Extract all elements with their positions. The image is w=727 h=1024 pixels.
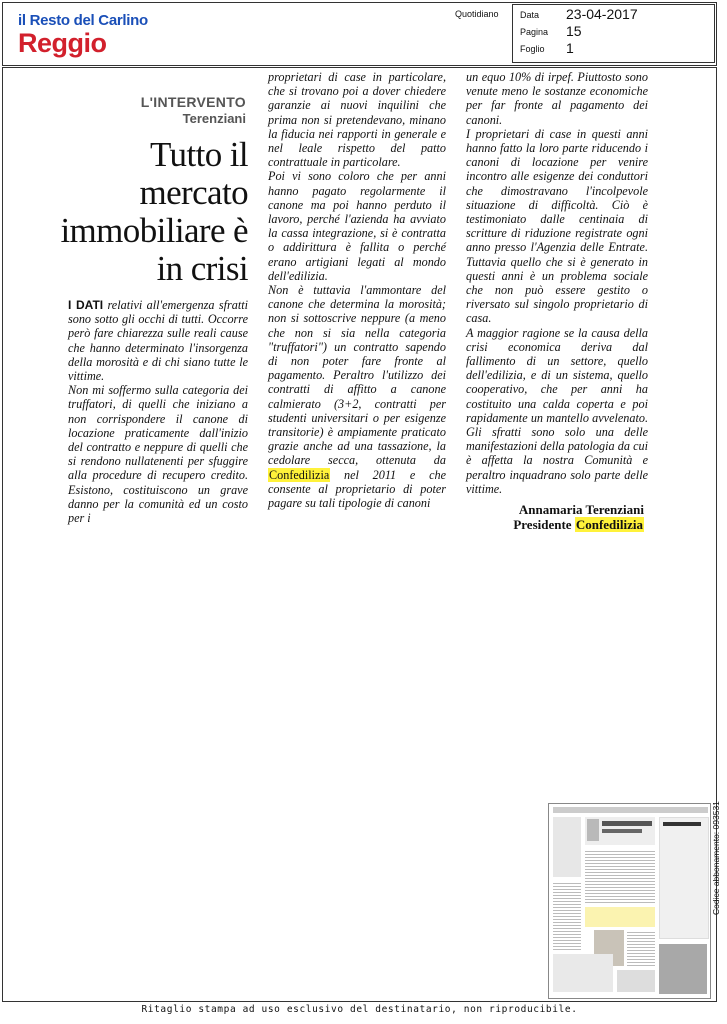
date-label: Data [520, 10, 540, 20]
article-kicker: L'INTERVENTO [140, 94, 246, 110]
paragraph: proprietari di case in particolare, che si trovano poi a dover chiedere garanzie ai nuovi inquilini che prima non si pretendevano, minano la fiducia nei rapporti in generale e nel leale rispetto del patto contrattuale in particolare. [268, 70, 446, 170]
date-value: 23-04-2017 [566, 6, 638, 22]
signature-role-prefix: Presidente [513, 517, 575, 532]
paragraph-text: Non è tuttavia l'ammontare del canone che determina la morosità; non si sottoscrive neppure (a meno che non si sia nella categoria "truffatori") un contratto sapendo di non poter fare fronte al pagamento. Peraltro l'utilizzo dei contratti di affitto a canone calmierato (3+2, contratti per studenti universitari o per esigenze transitorie) è ampiamente praticato grazie anche ad una tassazione, la cedolare secca, ottenuta da [268, 283, 446, 468]
signature-role [466, 517, 644, 533]
paragraph: A maggior ragione se la causa della crisi economica deriva dal fallimento di un settore, quello dell'edilizia, e di un sistema, quello cooperativo, che per anni ha costituito una calda coperta e poi rapidamente un mantello avvelenato. Gli sfratti sono solo una delle manifestazioni della patologia da cui è affetta la nostra Comunità e peraltro inquadrano solo parte delle vittime. [466, 325, 648, 496]
newspaper-logo-city: Reggio [18, 28, 107, 58]
footer-divider [2, 1001, 717, 1002]
publication-type: Quotidiano [455, 9, 499, 19]
highlighted-term: Confedilizia [269, 467, 330, 482]
page-thumbnail [548, 803, 711, 999]
signature-org: Confedilizia [575, 517, 643, 532]
sheet-label: Foglio [520, 44, 545, 54]
paragraph [268, 283, 446, 510]
paragraph: I proprietari di case in questi anni hanno fatto la loro parte riducendo i canoni di locazione per venire incontro alle esigenze dei conduttori che dimostravano l'incolpevole situazione di difficoltà. Ciò è testimoniato dalle centinaia di scritture di riduzione registrate ogni anno presso l'Agenzia delle Entrate. Tuttavia quello che si è generato in questi anni è un problema sociale che non può essere gestito o riversato sul singolo proprietario di casa. [466, 126, 648, 326]
footer-notice: Ritaglio stampa ad uso esclusivo del destinatario, non riproducibile. [141, 1004, 578, 1015]
article-column-1 [68, 298, 248, 525]
lead-word: I DATI [68, 298, 104, 312]
paragraph-text: nel 2011 e che consente al proprietario di poter pagare su tali tipologie di canoni [268, 467, 446, 511]
article-column-3 [466, 70, 648, 496]
subscription-code: Codice abbonamento: 093531 [711, 801, 721, 915]
page-label: Pagina [520, 27, 549, 37]
article-column-2 [268, 70, 446, 510]
paragraph: Poi vi sono coloro che per anni hanno pagato regolarmente il canone ma poi hanno perduto il lavoro, perché l'azienda ha avviato la cassa integrazione, si è contratta o addirittura è fallita o perché erano artigiani legati al mondo dell'edilizia. [268, 169, 446, 283]
paragraph: Non mi soffermo sulla categoria dei truffatori, di quelli che iniziano a non corrispondere il canone di locazione praticamente dall'inizio del contratto e neppure di quelli che si rendono nullatenenti per sfuggire alla procedure di recupero credito. Esistono, costituiscono un grave danno per la comunità ed un costo per i [68, 383, 248, 526]
paragraph-text: relativi all'emergenza sfratti sono sotto gli occhi di tutti. Occorre però fare chiarezza sulle reali cause che hanno determinato l'insorgenza della morosità e di chi siano tutte le vittime. [68, 298, 248, 384]
page-value: 15 [566, 23, 582, 39]
newspaper-logo: il Resto del Carlino [18, 12, 148, 29]
article-kicker-author: Terenziani [182, 111, 246, 126]
article-headline: Tutto il mercato immobiliare è in crisi [60, 135, 248, 288]
sheet-value: 1 [566, 40, 574, 56]
paragraph [68, 298, 248, 383]
paragraph: un equo 10% di irpef. Piuttosto sono venute meno le sostanze economiche per far fronte al pagamento dei canoni. [466, 70, 648, 127]
signature-name: Annamaria Terenziani [518, 502, 644, 517]
